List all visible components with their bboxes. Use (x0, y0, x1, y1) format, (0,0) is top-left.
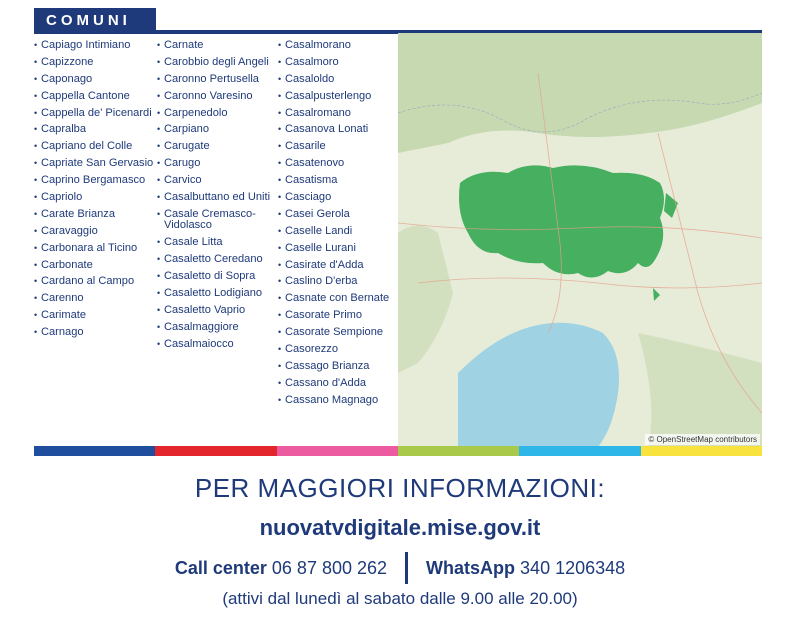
comune-item: • Caravaggio (34, 226, 154, 238)
contacts-row (0, 552, 800, 584)
comune-item: • Caselle Lurani (278, 243, 400, 255)
color-stripe (155, 446, 276, 456)
color-stripe (277, 446, 398, 456)
comune-item: • Casaletto di Sopra (157, 271, 277, 283)
comune-item: • Carenno (34, 293, 154, 305)
comune-item: • Carimate (34, 310, 154, 322)
comune-item: • Caponago (34, 74, 154, 86)
map-attribution: © OpenStreetMap contributors (645, 434, 760, 445)
comune-item: • Casalbuttano ed Uniti (157, 192, 277, 204)
comune-item: • Casirate d'Adda (278, 260, 400, 272)
comune-item: • Carugate (157, 141, 277, 153)
comune-item: • Casalmaggiore (157, 322, 277, 334)
comune-item: • Casalpusterlengo (278, 91, 400, 103)
comuni-column-3 (278, 40, 400, 412)
comune-item: • Cassago Brianza (278, 361, 400, 373)
comune-item: • Carpiano (157, 124, 277, 136)
call-center-number: 06 87 800 262 (271, 557, 388, 578)
call-center-label: Call center (174, 557, 267, 578)
info-heading: PER MAGGIORI INFORMAZIONI: (194, 473, 606, 503)
comune-item: • Casei Gerola (278, 209, 400, 221)
comune-item: • Casalmaiocco (157, 339, 277, 351)
comune-item: • Carate Brianza (34, 209, 154, 221)
comune-item: • Cassano Magnago (278, 395, 400, 407)
comune-item: • Casalmoro (278, 57, 400, 69)
color-stripe (641, 446, 762, 456)
comune-item: • Caslino D'erba (278, 276, 400, 288)
comune-item: • Casaletto Ceredano (157, 254, 277, 266)
comune-item: • Cappella de' Picenardi (34, 108, 154, 120)
comune-item: • Casaloldo (278, 74, 400, 86)
comune-item: • Casnate con Bernate (278, 293, 400, 305)
coverage-map (398, 33, 762, 447)
comune-item: • Casorate Sempione (278, 327, 400, 339)
comune-item: • Carugo (157, 158, 277, 170)
comuni-header (34, 8, 762, 34)
comune-item: • Cappella Cantone (34, 91, 154, 103)
comune-item: • Carpenedolo (157, 108, 277, 120)
comune-item: • Caprino Bergamasco (34, 175, 154, 187)
comune-item: • Capizzone (34, 57, 154, 69)
comune-item: • Casorate Primo (278, 310, 400, 322)
comune-item: • Casale Cremasco-Vidolasco (157, 209, 277, 232)
comuni-column-2 (157, 40, 277, 356)
comune-item: • Casatenovo (278, 158, 400, 170)
comune-item: • Cardano al Campo (34, 276, 154, 288)
comune-item: • Carnago (34, 327, 154, 339)
contacts-separator (405, 552, 408, 584)
header-title: COMUNI (34, 8, 156, 32)
comune-item: • Caronno Pertusella (157, 74, 277, 86)
comune-item: • Capriano del Colle (34, 141, 154, 153)
comune-item: • Casorezzo (278, 344, 400, 356)
comune-item: • Casaletto Lodigiano (157, 288, 277, 300)
comune-item: • Carnate (157, 40, 277, 52)
coverage-map-image (398, 33, 762, 447)
comune-item: • Casalmorano (278, 40, 400, 52)
comune-item: • Capriolo (34, 192, 154, 204)
whatsapp-label: WhatsApp (426, 557, 516, 578)
comune-item: • Capiago Intimiano (34, 40, 154, 52)
color-stripe (519, 446, 640, 456)
comune-item: • Caselle Landi (278, 226, 400, 238)
comune-item: • Cassano d'Adda (278, 378, 400, 390)
comune-item: • Capralba (34, 124, 154, 136)
color-stripes (34, 446, 762, 456)
comune-item: • Carbonara al Ticino (34, 243, 154, 255)
color-stripe (34, 446, 155, 456)
comune-item: • Casanova Lonati (278, 124, 400, 136)
comuni-list (34, 40, 398, 440)
comune-item: • Carbonate (34, 260, 154, 272)
info-url-link[interactable]: nuovatvdigitale.mise.gov.it (259, 515, 541, 540)
service-hours: (attivi dal lunedì al sabato dalle 9.00 alle 20.00) (222, 589, 578, 608)
comuni-column-1 (34, 40, 154, 344)
whatsapp-number: 340 1206348 (520, 557, 626, 578)
comune-item: • Carvico (157, 175, 277, 187)
comune-item: • Casarile (278, 141, 400, 153)
comune-item: • Casalromano (278, 108, 400, 120)
comune-item: • Casatisma (278, 175, 400, 187)
comune-item: • Carobbio degli Angeli (157, 57, 277, 69)
comune-item: • Casaletto Vaprio (157, 305, 277, 317)
color-stripe (398, 446, 519, 456)
comune-item: • Casciago (278, 192, 400, 204)
comune-item: • Capriate San Gervasio (34, 158, 154, 170)
comune-item: • Casale Litta (157, 237, 277, 249)
comune-item: • Caronno Varesino (157, 91, 277, 103)
